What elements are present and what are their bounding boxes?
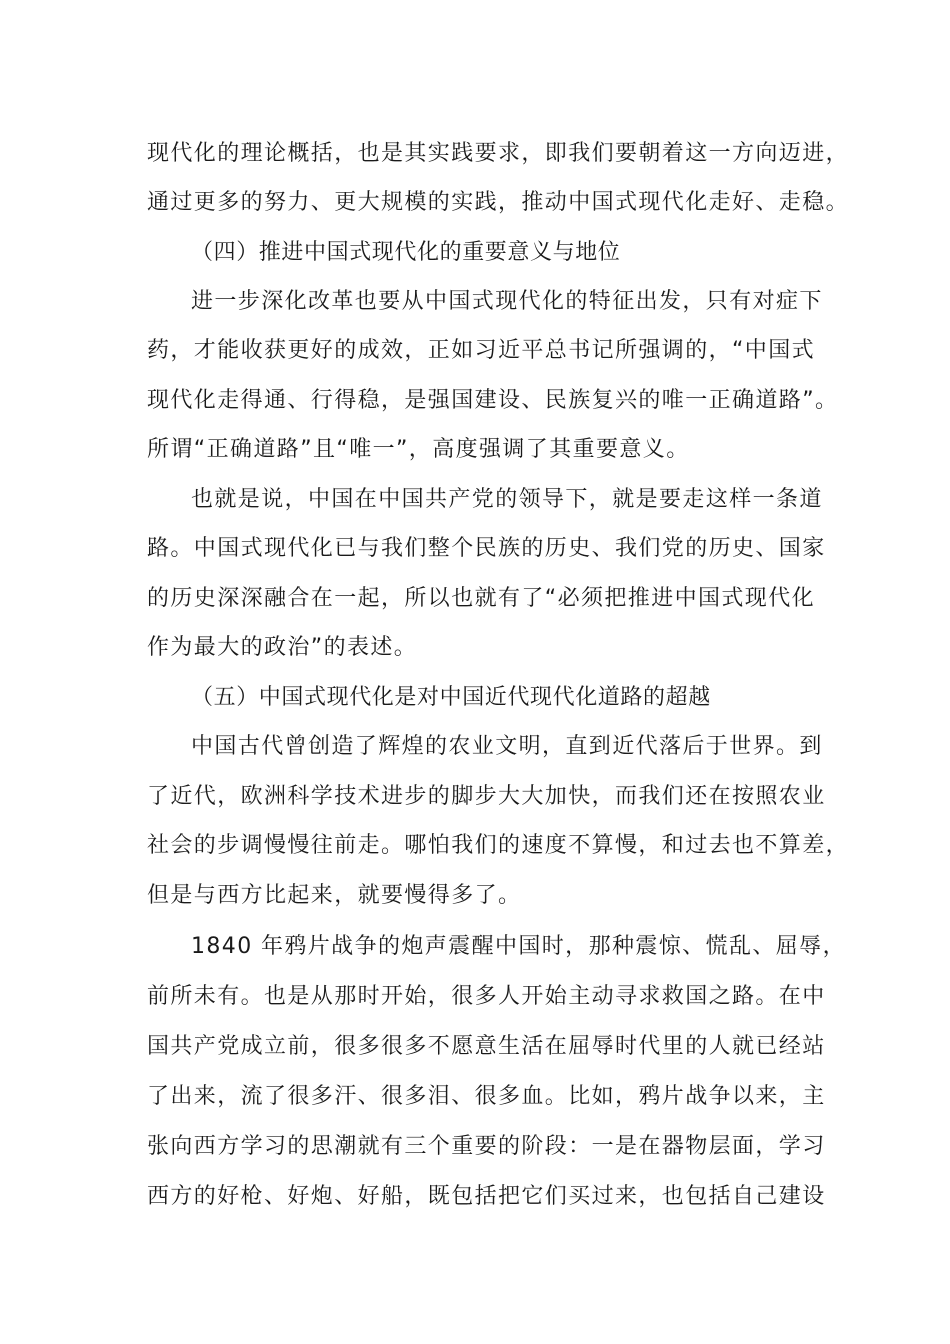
- paragraph-first-line: 中国古代曾创造了辉煌的农业文明，直到近代落后于世界。到: [191, 734, 823, 759]
- text-line: 张向西方学习的思潮就有三个重要的阶段：一是在器物层面，学习: [147, 1134, 826, 1159]
- text-line: 通过更多的努力、更大规模的实践，推动中国式现代化走好、走稳。: [147, 190, 850, 215]
- text-line: 社会的步调慢慢往前走。哪怕我们的速度不算慢，和过去也不算差，: [147, 833, 850, 858]
- text-line: 但是与西方比起来，就要慢得多了。: [147, 883, 522, 908]
- section-heading-5: （五）中国式现代化是对中国近代现代化道路的超越: [191, 685, 711, 710]
- text-line: 的历史深深融合在一起，所以也就有了“必须把推进中国式现代化: [147, 586, 815, 611]
- text-line: 了出来，流了很多汗、很多泪、很多血。比如，鸦片战争以来，主: [147, 1084, 826, 1109]
- text-line: 现代化走得通、行得稳，是强国建设、民族复兴的唯一正确道路”。: [147, 388, 839, 413]
- text-line: 作为最大的政治”的表述。: [147, 635, 418, 660]
- text-line: 前所未有。也是从那时开始，很多人开始主动寻求救国之路。在中: [147, 984, 826, 1009]
- text-line: 了近代，欧洲科学技术进步的脚步大大加快，而我们还在按照农业: [147, 784, 826, 809]
- paragraph-first-line: 1840 年鸦片战争的炮声震醒中国时，那种震惊、慌乱、屈辱，: [191, 934, 846, 959]
- section-heading-4: （四）推进中国式现代化的重要意义与地位: [191, 240, 621, 265]
- text-line: 国共产党成立前，很多很多不愿意生活在屈辱时代里的人就已经站: [147, 1034, 826, 1059]
- text-line: 药，才能收获更好的成效，正如习近平总书记所强调的，“中国式: [147, 338, 815, 363]
- text-line: 路。中国式现代化已与我们整个民族的历史、我们党的历史、国家: [147, 536, 826, 561]
- paragraph-first-line: 也就是说，中国在中国共产党的领导下，就是要走这样一条道: [191, 487, 823, 512]
- text-line: 西方的好枪、好炮、好船，既包括把它们买过来，也包括自己建设: [147, 1184, 826, 1209]
- text-line: 现代化的理论概括，也是其实践要求，即我们要朝着这一方向迈进，: [147, 141, 850, 166]
- text-line: 所谓“正确道路”且“唯一”，高度强调了其重要意义。: [147, 437, 690, 462]
- paragraph-first-line: 进一步深化改革也要从中国式现代化的特征出发，只有对症下: [191, 289, 823, 314]
